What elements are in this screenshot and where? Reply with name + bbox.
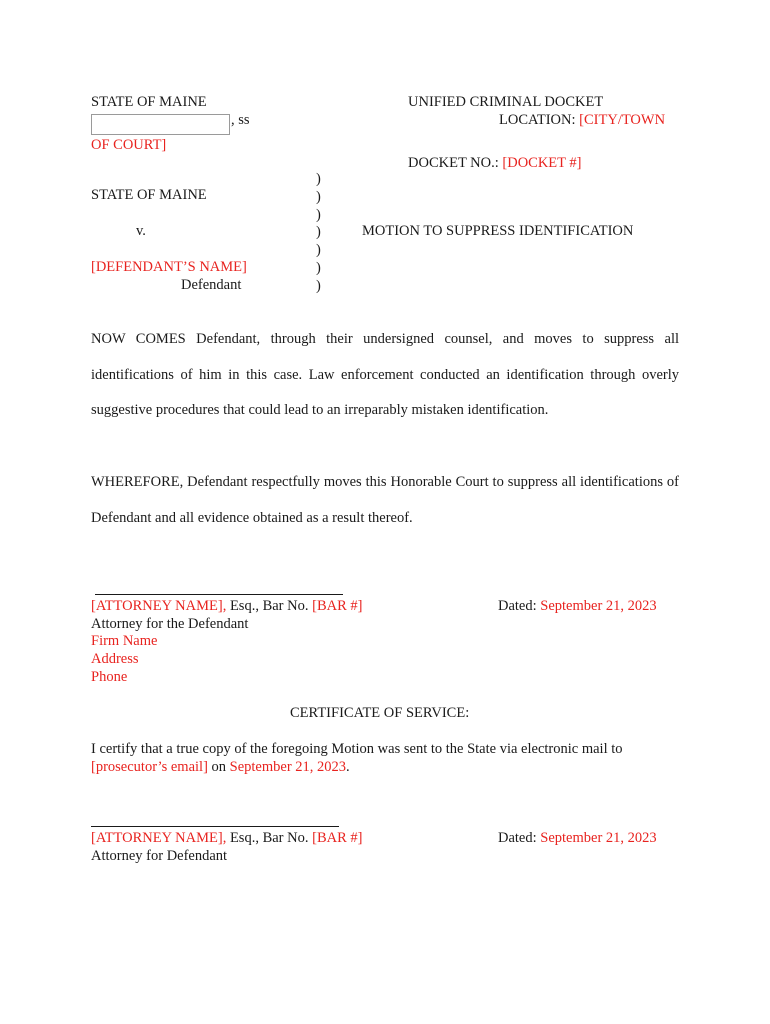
paren: ) bbox=[316, 206, 321, 223]
bar-number-placeholder: [BAR #] bbox=[312, 830, 363, 846]
docket-label: DOCKET NO.: bbox=[408, 155, 503, 171]
state-heading: STATE OF MAINE bbox=[91, 94, 207, 110]
phone-placeholder: Phone bbox=[91, 669, 128, 685]
certificate-heading: CERTIFICATE OF SERVICE: bbox=[290, 705, 470, 721]
location-placeholder-continued: OF COURT] bbox=[91, 137, 167, 153]
dated-label: Dated: bbox=[498, 830, 541, 846]
versus: v. bbox=[136, 223, 146, 239]
paren: ) bbox=[316, 259, 321, 276]
defendant-label: Defendant bbox=[181, 277, 242, 293]
motion-paragraph-1: NOW COMES Defendant, through their undersigned counsel, and moves to suppress all identifications of him in this case. Law enforcement conducted an identification through overly suggestive procedures that could lead to an irreparably mistaken identification. bbox=[91, 331, 679, 418]
location-placeholder: [CITY/TOWN bbox=[579, 112, 666, 128]
dated-line bbox=[498, 830, 657, 847]
address-placeholder: Address bbox=[91, 651, 139, 667]
attorney-name-placeholder: [ATTORNEY NAME], bbox=[91, 830, 227, 846]
attorney-name-placeholder: [ATTORNEY NAME], bbox=[91, 598, 227, 614]
dated-value: September 21, 2023 bbox=[540, 830, 657, 846]
esq-bar-label: Esq., Bar No. bbox=[226, 830, 313, 846]
county-input[interactable] bbox=[91, 114, 230, 135]
paren: ) bbox=[316, 277, 321, 294]
attorney-line bbox=[91, 598, 362, 615]
dated-line bbox=[498, 598, 657, 615]
county-suffix: , ss bbox=[231, 112, 250, 128]
certificate-text-line2 bbox=[91, 759, 350, 776]
period: . bbox=[346, 759, 350, 775]
defendant-name-placeholder: [DEFENDANT’S NAME] bbox=[91, 259, 247, 275]
esq-bar-label: Esq., Bar No. bbox=[226, 598, 313, 614]
paren: ) bbox=[316, 224, 321, 241]
firm-name-placeholder: Firm Name bbox=[91, 633, 158, 649]
location-line bbox=[499, 112, 665, 129]
caption-parentheses bbox=[316, 171, 321, 296]
motion-title: MOTION TO SUPPRESS IDENTIFICATION bbox=[362, 223, 634, 239]
paren: ) bbox=[316, 242, 321, 259]
attorney-role: Attorney for Defendant bbox=[91, 848, 228, 864]
paren: ) bbox=[316, 188, 321, 205]
dated-label: Dated: bbox=[498, 598, 541, 614]
location-label: LOCATION: bbox=[499, 112, 580, 128]
plaintiff-name: STATE OF MAINE bbox=[91, 187, 207, 203]
motion-paragraph-2: WHEREFORE, Defendant respectfully moves this Honorable Court to suppress all identifications of Defendant and all evidence obtained as a result thereof. bbox=[91, 474, 679, 526]
signature-line bbox=[91, 826, 339, 827]
paren: ) bbox=[316, 171, 321, 187]
bar-number-placeholder: [BAR #] bbox=[312, 598, 363, 614]
on-text: on bbox=[207, 759, 230, 775]
docket-number-line bbox=[408, 155, 581, 172]
dated-value: September 21, 2023 bbox=[540, 598, 657, 614]
attorney-line bbox=[91, 830, 362, 847]
certificate-text: I certify that a true copy of the foregoing Motion was sent to the State via electronic mail to bbox=[91, 741, 623, 757]
prosecutor-email-placeholder: [prosecutor’s email] bbox=[91, 759, 208, 775]
docket-header: UNIFIED CRIMINAL DOCKET bbox=[408, 94, 604, 110]
docket-placeholder: [DOCKET #] bbox=[502, 155, 582, 171]
attorney-role: Attorney for the Defendant bbox=[91, 616, 249, 632]
signature-line bbox=[95, 594, 343, 595]
certificate-date: September 21, 2023 bbox=[229, 759, 347, 775]
